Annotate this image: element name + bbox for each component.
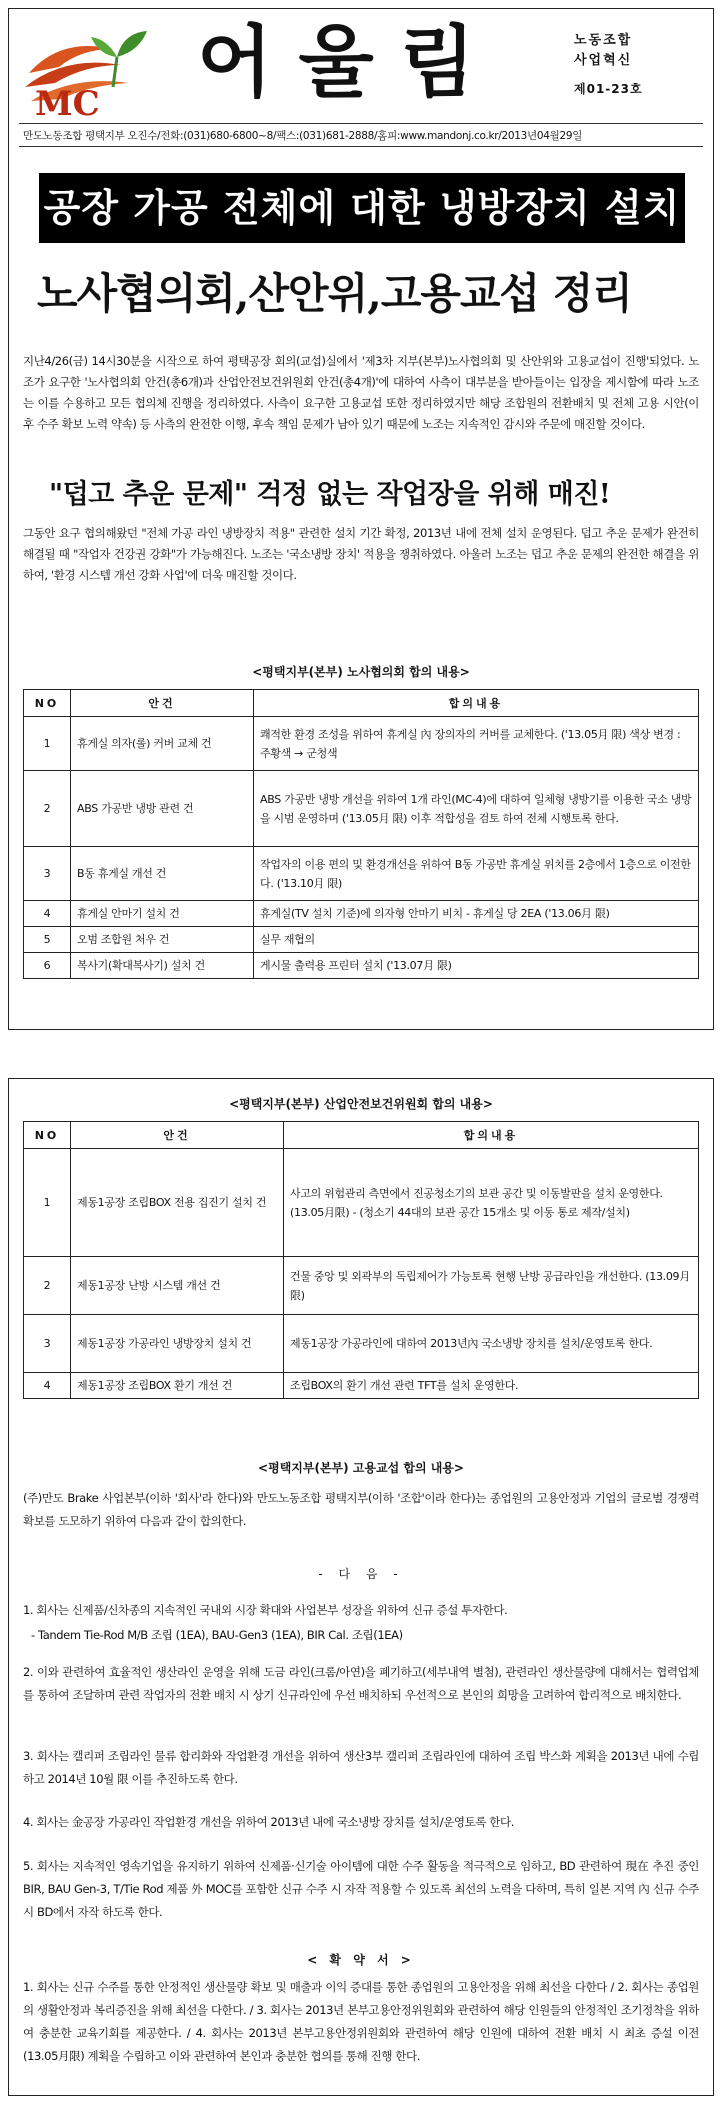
row-no: 4 (24, 901, 71, 927)
row-no: 6 (24, 953, 71, 979)
row-item: 제동1공장 가공라인 냉방장치 설치 건 (71, 1315, 284, 1373)
row-no: 2 (24, 771, 71, 847)
row-no: 4 (24, 1373, 71, 1399)
row-no: 1 (24, 1149, 71, 1257)
banner-headline: 공장 가공 전체에 대한 냉방장치 설치 (39, 173, 685, 243)
row-item: 오범 조합원 처우 건 (71, 927, 254, 953)
contact-info: 만도노동조합 평택지부 오진수/전화:(031)680-6800~8/팩스:(031)681-2888/홈피:www.mandonj.co.kr/2013년04월29일 (23, 130, 583, 142)
masthead-title: 어울림 (197, 18, 502, 108)
row-content: 실무 재협의 (254, 927, 699, 953)
row-no: 5 (24, 927, 71, 953)
table-row (24, 847, 699, 901)
divider (19, 146, 703, 147)
header-no: NO (24, 690, 71, 717)
masthead-side-line2: 사업혁신 (574, 53, 633, 68)
table-row (24, 717, 699, 771)
row-item: ABS 가공반 냉방 관련 건 (71, 771, 254, 847)
row-no: 1 (24, 717, 71, 771)
row-content: 조립BOX의 환기 개선 관련 TFT를 설치 운영한다. (284, 1373, 699, 1399)
newsletter-page-1 (8, 8, 714, 1030)
sub-headline: "덥고 추운 문제" 걱정 없는 작업장을 위해 매진! (49, 479, 611, 510)
table-row (24, 1257, 699, 1315)
row-item: 휴게실 안마기 설치 건 (71, 901, 254, 927)
row-content: 게시물 출력용 프린터 설치 ('13.07月 限) (254, 953, 699, 979)
table1-caption: <평택지부(본부) 노사협의회 합의 내용> (252, 665, 470, 679)
table-row (24, 1149, 699, 1257)
newsletter-page-2 (8, 1078, 714, 2096)
row-content: 제동1공장 가공라인에 대하여 2013년內 국소냉방 장치를 설치/운영토록 한다. (284, 1315, 699, 1373)
agreement-item-1-detail: - Tandem Tie-Rod M/B 조립 (1EA), BAU-Gen3 (1EA), BIR Cal. 조립(1EA) (31, 1628, 403, 1642)
agreement-item-1: 1. 회사는 신제품/신차종의 지속적인 국내외 시장 확대와 사업본부 성장을 위하여 신규 증설 투자한다. (23, 1603, 508, 1617)
table-row (24, 771, 699, 847)
header-no: NO (24, 1122, 71, 1149)
main-headline: 노사협의회,산안위,고용교섭 정리 (37, 269, 632, 318)
agreement-item-2: 2. 이와 관련하여 효율적인 생산라인 운영을 위해 도금 라인(크롬/아연)을 폐기하고(세부내역 별첨), 관련라인 생산물량에 대해서는 협력업체를 통하여 조달하며 관련 작업자의 전환 배치 시 상기 신규라인에 우선 배치하되 우선적으로 본인의 희망을 고려하여 합리적으로 배치한다. (23, 1665, 699, 1702)
employment-caption: <평택지부(본부) 고용교섭 합의 내용> (258, 1461, 464, 1475)
agreement-item-4: 4. 회사는 金공장 가공라인 작업환경 개선을 위하여 2013년 내에 국소냉방 장치를 설치/운영토록 한다. (23, 1815, 514, 1829)
pledge-title: < 확 약 서 > (307, 1953, 415, 1967)
table-row (24, 953, 699, 979)
section-marker: - 다 음 - (318, 1567, 404, 1581)
agreement-item-3: 3. 회사는 캘리퍼 조립라인 물류 합리화와 작업환경 개선을 위하여 생산3부 캘리퍼 조립라인에 대하여 조립 박스화 계획을 2013년 내에 수립하고 2014년 10월 限 이를 추진하도록 한다. (23, 1749, 699, 1786)
header-item: 안건 (71, 690, 254, 717)
table-row (24, 927, 699, 953)
row-content: 쾌적한 환경 조성을 위하여 휴게실 內 장의자의 커버를 교체한다. ('13.05月 限) 색상 변경 : 주황색 → 군청색 (254, 717, 699, 771)
row-item: 제동1공장 조립BOX 전용 집진기 설치 건 (71, 1149, 284, 1257)
row-item: B동 휴게실 개선 건 (71, 847, 254, 901)
table-row (24, 1315, 699, 1373)
intro-paragraph: 지난4/26(금) 14시30분을 시작으로 하여 평택공장 회의(교섭)실에서 '제3차 지부(본부)노사협의회 및 산안위와 고용교섭이 진행'되었다. 노조가 요구한 '노사협의회 안건(총6개)과 산업안전보건위원회 안건(총4개)'에 대하여 사측이 대부분을 받아들이는 입장을 제시함에 따라 노조는 이를 수용하고 모든 협의체 진행을 정리하였다. 사측이 요구한 고용교섭 또한 정리하였지만 해당 조합원의 전환배치 및 전체 고용 시안(이후 수주 확보 노력 약속) 등 사측의 완전한 이행, 후속 책임 문제가 남아 있기 때문에 노조는 지속적인 감시와 주문에 매진할 것이다. (23, 354, 699, 431)
row-no: 3 (24, 1315, 71, 1373)
table-header-row (24, 1122, 699, 1149)
header-item: 안건 (71, 1122, 284, 1149)
row-content: 사고의 위험관리 측면에서 진공청소기의 보관 공간 및 이동발판을 설치 운영한다. (13.05月限) - (청소기 44대의 보관 공간 15개소 및 이동 통로 제작/설치) (284, 1149, 699, 1257)
header-content: 합의내용 (254, 690, 699, 717)
agreement-item-5: 5. 회사는 지속적인 영속기업을 유지하기 위하여 신제품·신기술 아이템에 대한 수주 활동을 적극적으로 임하고, BD 관련하여 現在 추진 중인 BIR, BAU Gen-3, T/Tie Rod 제품 外 MOC를 포함한 신규 수주 시 자작 적용할 수 있도록 최선의 노력을 다하며, 특히 일본 지역 內 신규 수주 시 BD에서 자작 하도록 한다. (23, 1859, 699, 1919)
table-row (24, 1373, 699, 1399)
row-no: 3 (24, 847, 71, 901)
row-item: 복사기(확대복사기) 설치 건 (71, 953, 254, 979)
row-content: 휴게실(TV 설치 기준)에 의자형 안마기 비치 - 휴게실 당 2EA ('13.06月 限) (254, 901, 699, 927)
employment-intro: (주)만도 Brake 사업본부(이하 '회사'라 한다)와 만도노동조합 평택지부(이하 '조합'이라 한다)는 종업원의 고용안정과 기업의 글로벌 경쟁력 확보를 도모하기 위하여 다음과 같이 합의한다. (23, 1491, 699, 1528)
masthead-side (574, 31, 643, 99)
sub-paragraph: 그동안 요구 협의해왔던 "전체 가공 라인 냉방장치 적용" 관련한 설치 기간 확정, 2013년 내에 전체 설치 운영된다. 덥고 추운 문제가 완전히 해결될 때 "작업자 건강권 강화"가 가능해진다. 노조는 '국소냉방 장치' 적용을 쟁취하였다. 아울러 노조는 덥고 추운 문제의 완전한 해결을 위하여, '환경 시스템 개선 강화 사업'에 더욱 매진할 것이다. (23, 526, 699, 582)
divider (19, 123, 703, 124)
row-content: ABS 가공반 냉방 개선을 위하여 1개 라인(MC-4)에 대하여 일체형 냉방기를 이용한 국소 냉방을 시범 운영하며 ('13.05月 限) 이후 적합성을 검토 하여 전체 시행토록 한다. (254, 771, 699, 847)
table-header-row (24, 690, 699, 717)
header-content: 합의내용 (284, 1122, 699, 1149)
row-content: 건물 중앙 및 외곽부의 독립제어가 가능토록 현행 난방 공급라인을 개선한다. (13.09月限) (284, 1257, 699, 1315)
row-content: 작업자의 이용 편의 및 환경개선을 위하여 B동 가공반 휴게실 위치를 2층에서 1층으로 이전한다. ('13.10月 限) (254, 847, 699, 901)
row-item: 휴게실 의자(롤) 커버 교체 건 (71, 717, 254, 771)
row-no: 2 (24, 1257, 71, 1315)
union-logo-icon (21, 27, 156, 117)
table2-caption: <평택지부(본부) 산업안전보건위원회 합의 내용> (229, 1097, 493, 1111)
masthead-side-line1: 노동조합 (574, 33, 633, 48)
svg-text:MC: MC (35, 84, 100, 117)
safety-committee-table (23, 1121, 699, 1399)
table-row (24, 901, 699, 927)
labor-council-table (23, 689, 699, 979)
pledge-text: 1. 회사는 신규 수주를 통한 안정적인 생산물량 확보 및 매출과 이익 증대를 통한 종업원의 고용안정을 위해 최선을 다한다 / 2. 회사는 종업원의 생활안정과 복리증진을 위해 최선을 다한다. / 3. 회사는 2013년 본부고용안정위원회와 관련하여 해당 인원들의 안정적인 조기정착을 위하여 충분한 교육기회를 제공한다. / 4. 회사는 2013년 본부고용안정위원회와 관련하여 해당 인원에 대하여 전환 배치 시 최초 증설 이전 (13.05月限) 계획을 수립하고 이와 관련하여 본인과 충분한 협의를 통해 진행 한다. (23, 1980, 699, 2063)
row-item: 제동1공장 조립BOX 환기 개선 건 (71, 1373, 284, 1399)
issue-number: 제01-23호 (574, 82, 643, 96)
row-item: 제동1공장 난방 시스템 개선 건 (71, 1257, 284, 1315)
